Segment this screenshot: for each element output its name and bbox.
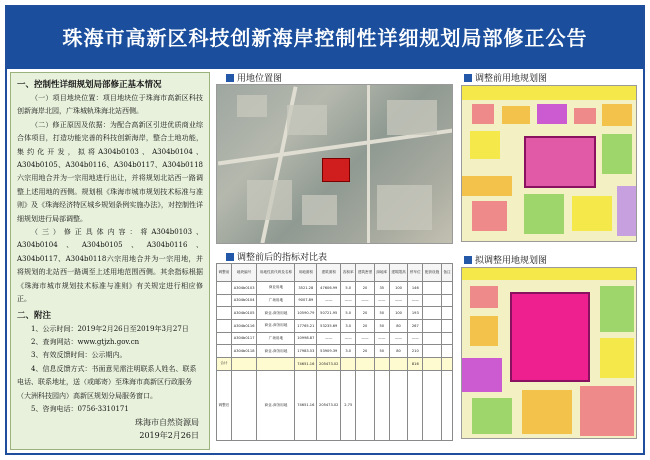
note-item: 5、咨询电话：0756-3310171 (31, 404, 129, 413)
para-reason: （二）修正原因及依据：为配合高新区引进优质商业综合体项目，打造功能完善的科技创新海岸，整合土地功能，集约化开发，拟将A304b0103、A304b0104、A304b0105、A304b0116、A304b0117、A304b0118六宗用地合并为一宗用地进行出让，并将规划北站西一路调整上述用地的西侧。规划根《珠海市城市规划技术标准与准则》及《珠海经济特区城乡规划条例实施办法》，对控制性详细规划进行局部调整。 (17, 120, 203, 223)
table-header-row: 调整前 地块编号 用地性质代码及名称 用地面积 建筑面积 容积率 建筑密度 绿地率 建筑限高 停车位 配套设施 备注 (217, 264, 453, 282)
table-total-row: 合计 74651.16 205473.02 816 (217, 357, 453, 370)
table-row: A304b0117 广场用地 10998.87 —— —— —— —— —— —— (217, 332, 453, 345)
bullet-square-icon (464, 74, 472, 82)
bullet-square-icon (226, 253, 234, 261)
table-title: 调整前后的指标对比表 (226, 252, 327, 264)
page-title: 珠海市高新区科技创新海岸控制性详细规划局部修正公告 (7, 7, 643, 69)
project-site-marker (322, 158, 350, 182)
indicator-table (216, 263, 453, 441)
note-item: 1、公示时间：2019年2月26日至2019年3月27日 (31, 324, 189, 333)
issue-date: 2019年2月26日 (139, 431, 199, 441)
section1-title: 一、控制性详细规划局部修正基本情况 (17, 80, 162, 90)
note-item: 4、信息反馈方式：书面意见需注明联系人姓名、联系电话、联系地址，送（或邮寄）至珠海市高新区行政服务（大洲科技园内）高新区规划分局服务窗口。 (17, 364, 197, 400)
table-row: A304b0116 商业-商务用地 17765.21 53235.69 3.0 20 50 80 267 (217, 319, 453, 332)
table-row: A304b0105 商业-商务用地 10590.79 50721.95 5.0 20 50 100 193 (217, 307, 453, 320)
table-after-row: 调整后 商业-商务用地 74651.16 205473.02 2.75 (217, 370, 453, 440)
section2-title: 二、附注 (17, 310, 52, 321)
after-map-title: 拟调整用地规划图 (464, 255, 547, 267)
after-landuse-map (461, 267, 637, 439)
bullet-square-icon (464, 256, 472, 264)
table-row: A304b0103 商业用地 3521.28 47606.99 5.0 20 35 100 146 (217, 282, 453, 295)
table-row: A304b0104 广场用地 9007.89 —— —— —— —— —— —— (217, 294, 453, 307)
note-item: 2、查询网站：www.gtjzh.gov.cn (31, 337, 140, 346)
before-map-title: 调整前用地规划图 (464, 73, 547, 85)
issuing-org: 珠海市自然资源局 (135, 418, 199, 428)
table-row: A304b0118 商业-商务用地 17983.53 53909.39 3.0 20 50 80 210 (217, 345, 453, 358)
location-map-image (216, 84, 453, 244)
bullet-square-icon (226, 74, 234, 82)
before-landuse-map (461, 85, 637, 242)
para-content: （三）修正具体内容：将A304b0103、A304b0104、A304b0105、A304b0116、A304b0117、A304b0118六宗用地合并为一宗用地，并将规划的北站西一路调至上述用地范围西侧。其余指标根据《珠海市城市规划技术标准与准则》有关规定进行相应修正。 (17, 228, 203, 304)
announcement-text (10, 72, 210, 450)
para-location: （一）项目地块位置：项目地块位于珠海市高新区科技创新海岸北园，广珠城轨珠海北站西侧。 (17, 94, 203, 116)
location-map-title: 用地位置图 (226, 73, 282, 85)
note-item: 3、有效反馈时间：公示期内。 (31, 351, 127, 360)
